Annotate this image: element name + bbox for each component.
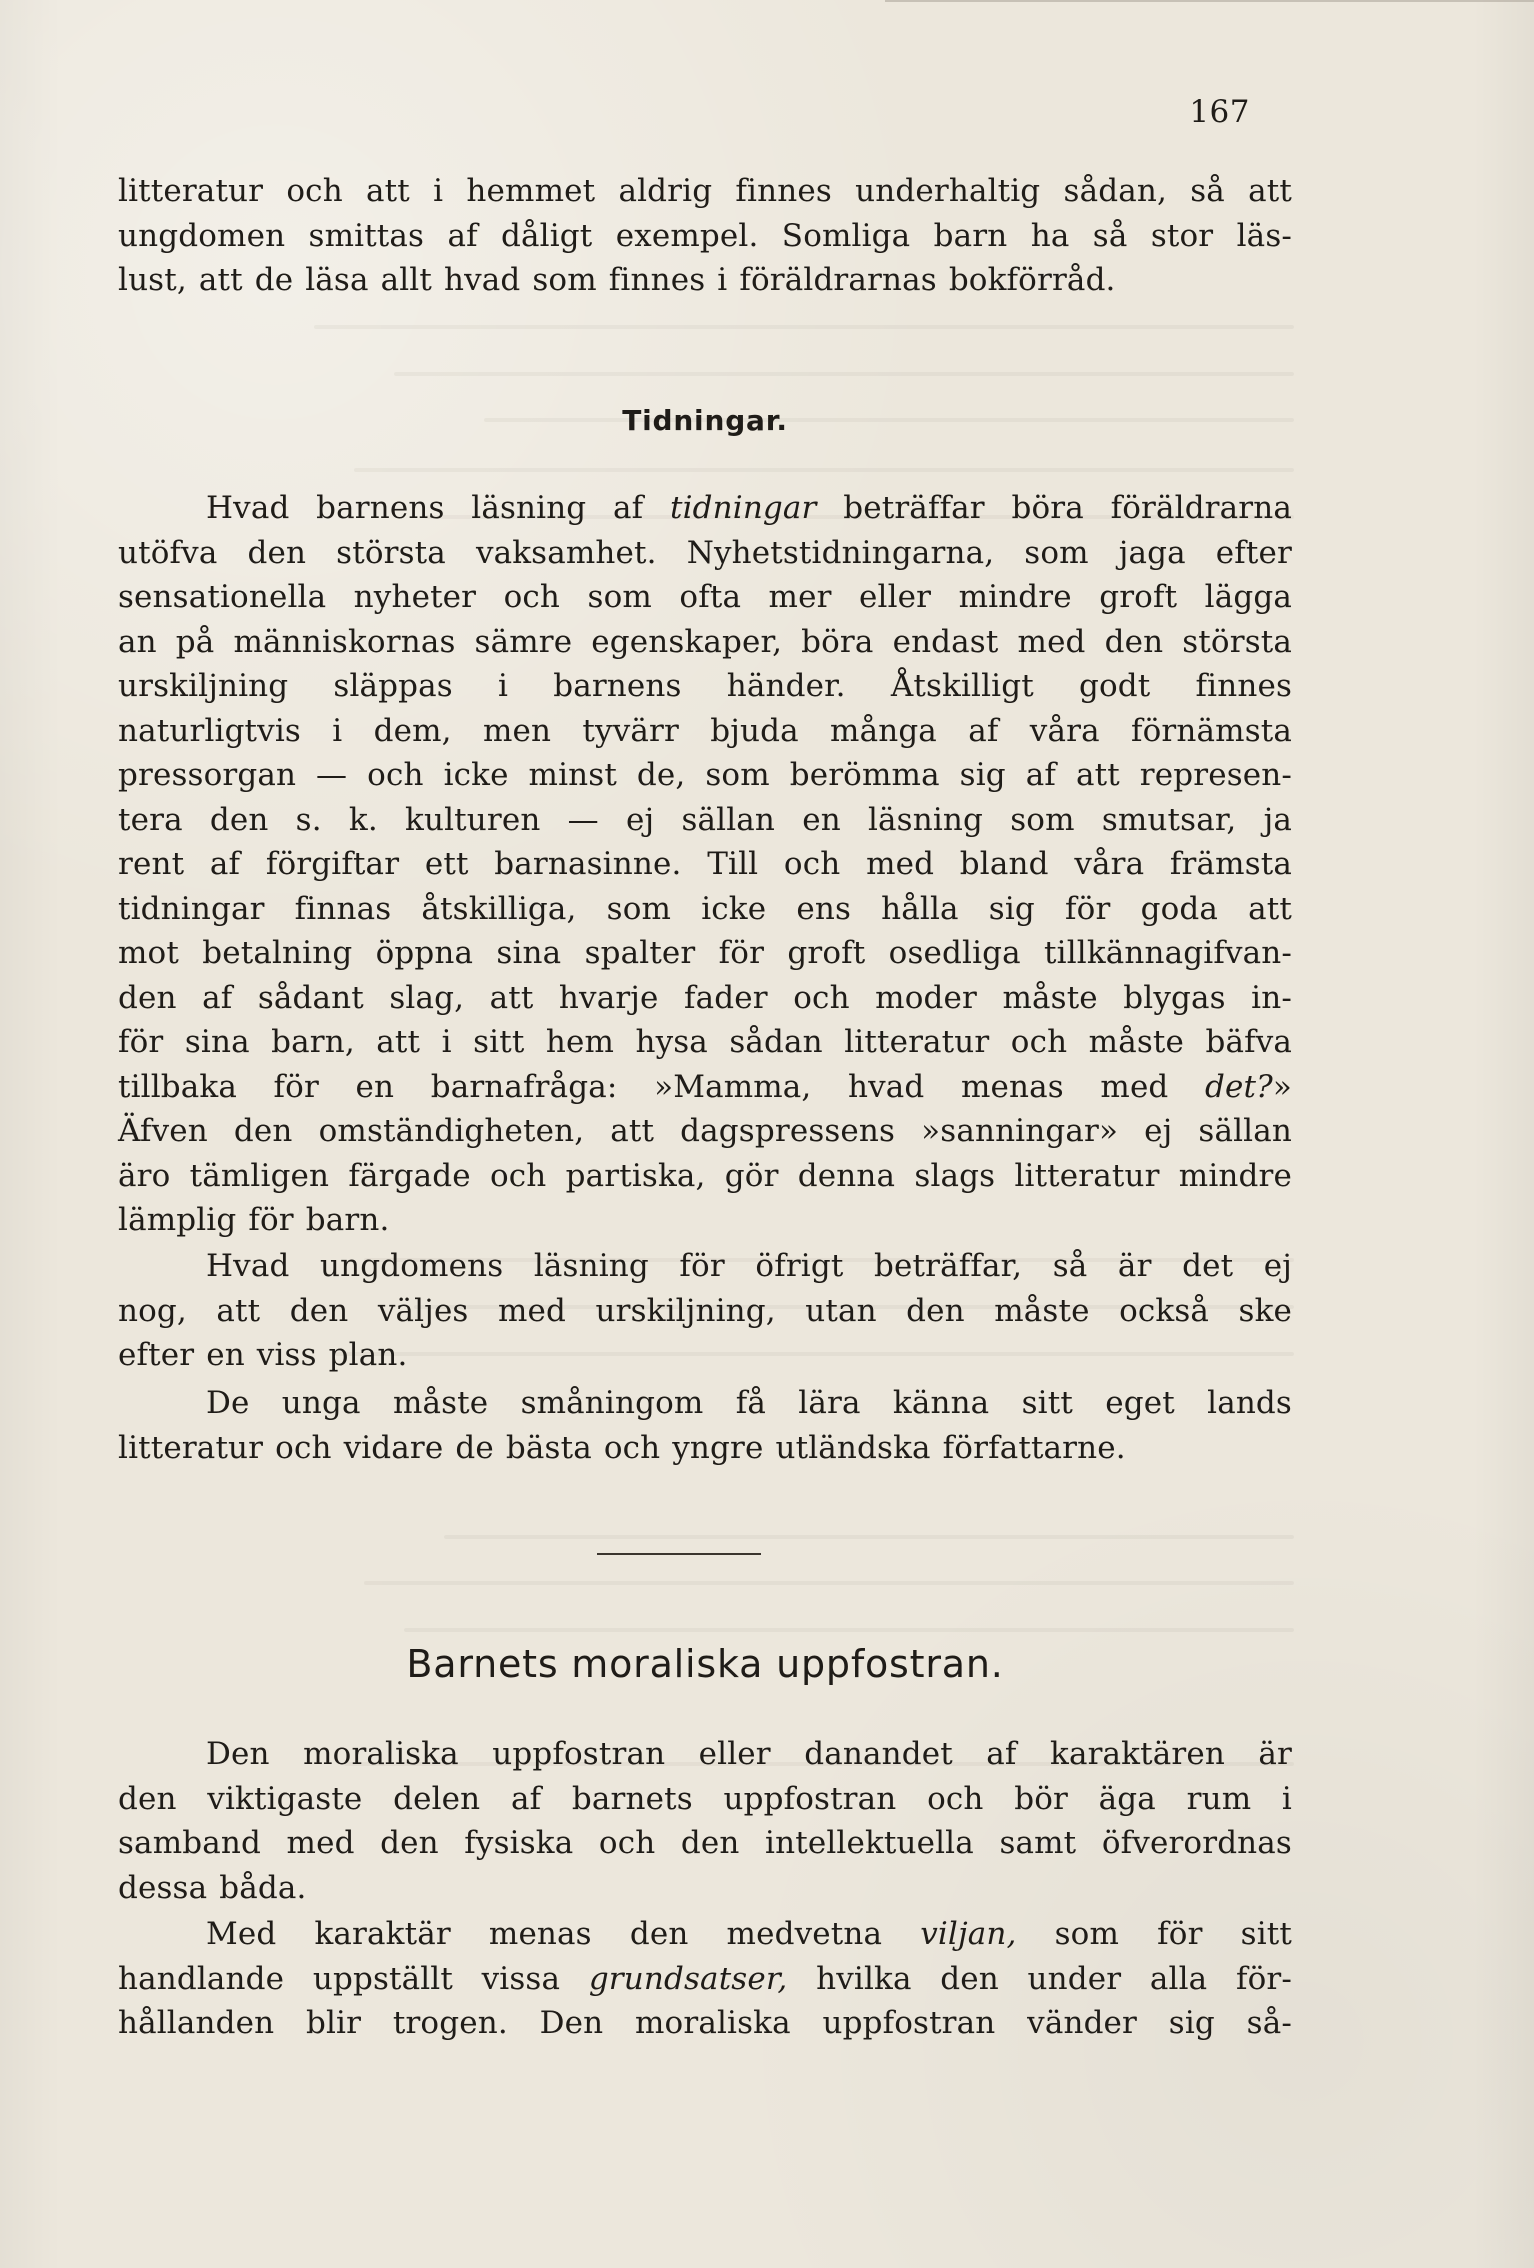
tidningar-paragraph-2 [118, 1244, 1292, 1378]
text-line: rent af förgiftar ett barnasinne. Till och med bland våra främsta [118, 846, 1292, 882]
text-line [118, 1957, 1292, 2002]
text-line [118, 1065, 1292, 1110]
section-heading-tidningar: Tidningar. [622, 404, 788, 437]
emphasis-text: det? [1205, 1068, 1273, 1105]
section-heading-moral: Barnets moraliska uppfostran. [406, 1642, 1004, 1686]
text-run: Med karaktär menas den medvetna [206, 1916, 921, 1952]
text-line: Äfven den omständigheten, att dagspressens »sanningar» ej sällan [118, 1113, 1292, 1149]
text-line: efter en viss plan. [118, 1337, 408, 1373]
text-line: tidningar finnas åtskilliga, som icke ens hålla sig för goda att [118, 890, 1292, 927]
text-line: litteratur och att i hemmet aldrig finnes underhaltig sådan, så att [118, 173, 1292, 209]
text-line: hållanden blir trogen. Den moraliska uppfostran vänder sig så- [118, 2005, 1292, 2041]
text-line [118, 1912, 1292, 1957]
moral-paragraph-1 [118, 1732, 1292, 1910]
text-line: Hvad ungdomens läsning för öfrigt beträffar, så är det ej [206, 1248, 1292, 1284]
text-line: De unga måste småningom få lära känna sitt eget lands [206, 1385, 1292, 1421]
text-line: sensationella nyheter och som ofta mer eller mindre groft lägga [118, 579, 1292, 615]
intro-paragraph [118, 169, 1292, 303]
text-run: som för sitt [1016, 1916, 1292, 1952]
tidningar-paragraph-3 [118, 1381, 1292, 1470]
text-line: naturligtvis i dem, men tyvärr bjuda många af våra förnämsta [118, 712, 1292, 749]
text-line: den af sådant slag, att hvarje fader och moder måste blygas in- [118, 979, 1292, 1016]
moral-paragraph-2 [118, 1912, 1292, 2046]
text-line: an på människornas sämre egenskaper, böra endast med den största [118, 623, 1292, 660]
text-line: Den moraliska uppfostran eller danandet af karaktären är [206, 1736, 1292, 1772]
text-line: den viktigaste delen af barnets uppfostran och bör äga rum i [118, 1780, 1292, 1817]
text-line: lämplig för barn. [118, 1202, 390, 1238]
text-line: tera den s. k. kulturen — ej sällan en läsning som smutsar, ja [118, 801, 1292, 838]
text-line: samband med den fysiska och den intellektuella samt öfverordnas [118, 1825, 1292, 1861]
page-edge-line [885, 0, 1534, 2]
text-line: litteratur och vidare de bästa och yngre utländska författarne. [118, 1429, 1126, 1466]
emphasis-text: viljan, [920, 1916, 1017, 1952]
text-run: beträffar böra föräldrarna [816, 490, 1293, 526]
text-line: lust, att de läsa allt hvad som finnes i föräldrarnas bokförråd. [118, 262, 1116, 298]
text-line: för sina barn, att i sitt hem hysa sådan litteratur och måste bäfva [118, 1024, 1292, 1060]
text-line: nog, att den väljes med urskiljning, utan den måste också ske [118, 1292, 1292, 1329]
text-run: Hvad barnens läsning af [206, 490, 670, 526]
text-line: dessa båda. [118, 1869, 307, 1906]
section-divider [597, 1553, 761, 1555]
text-run: tillbaka för en barnafråga: »Mamma, hvad menas med [118, 1068, 1205, 1105]
text-line: äro tämligen färgade och partiska, gör denna slags litteratur mindre [118, 1157, 1292, 1194]
text-line [118, 486, 1292, 531]
emphasis-text: grundsatser, [588, 1960, 788, 1997]
text-line: pressorgan — och icke minst de, som berömma sig af att represen- [118, 757, 1292, 793]
text-run: » [1272, 1068, 1292, 1105]
emphasis-text: tidningar [669, 490, 817, 526]
text-line: urskiljning släppas i barnens händer. Åtskilligt godt finnes [118, 668, 1292, 704]
text-run: handlande uppställt vissa [118, 1960, 589, 1997]
text-line: ungdomen smittas af dåligt exempel. Somliga barn ha så stor läs- [118, 217, 1292, 254]
text-line: utöfva den största vaksamhet. Nyhetstidningarna, som jaga efter [118, 534, 1292, 571]
page-number: 167 [1189, 94, 1250, 130]
text-run: hvilka den under alla för- [787, 1960, 1292, 1997]
text-line: mot betalning öppna sina spalter för groft osedliga tillkännagifvan- [118, 935, 1292, 971]
tidningar-paragraph-1 [118, 486, 1292, 1243]
